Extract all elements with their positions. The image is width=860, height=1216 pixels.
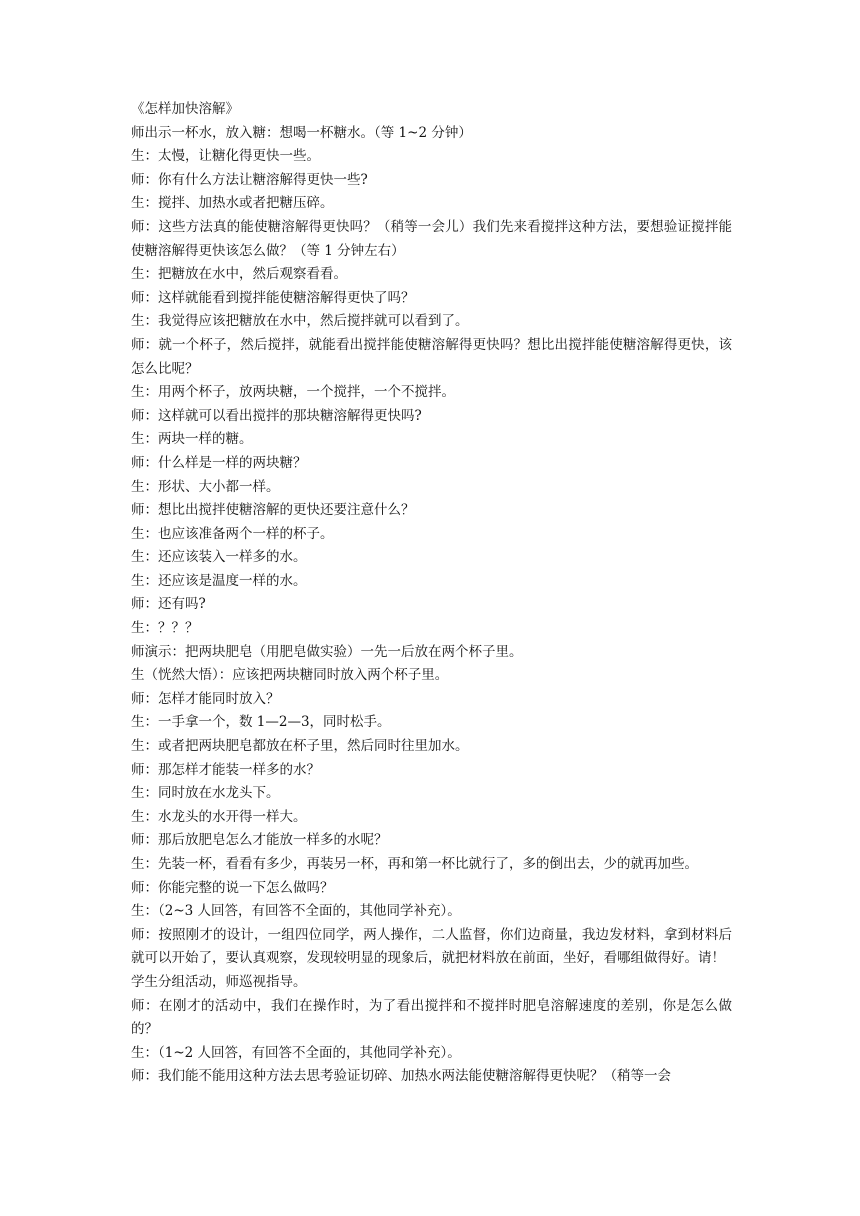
paragraph: 生：？？？ bbox=[131, 620, 199, 637]
paragraph: 生：两块一样的糖。 bbox=[131, 431, 253, 448]
paragraph: 师：这样就能看到搅拌能使糖溶解得更快了吗？ bbox=[131, 289, 415, 306]
paragraph: 师：这些方法真的能使糖溶解得更快吗？（稍等一会儿）我们先来看搅拌这种方法，要想验证搅拌能使糖溶解得更快该怎么做？（等 1 分钟左右） bbox=[131, 218, 732, 259]
paragraph: 生：或者把两块肥皂都放在杯子里，然后同时往里加水。 bbox=[131, 738, 469, 755]
paragraph: 生：同时放在水龙头下。 bbox=[131, 785, 280, 802]
paragraph: 生：搅拌、加热水或者把糖压碎。 bbox=[131, 195, 334, 212]
paragraph: 师演示：把两块肥皂（用肥皂做实验）一先一后放在两个杯子里。 bbox=[131, 643, 523, 660]
paragraph: 师：怎样才能同时放入？ bbox=[131, 690, 280, 707]
paragraph: 生：把糖放在水中，然后观察看看。 bbox=[131, 266, 347, 283]
paragraph: 生：也应该准备两个一样的杯子。 bbox=[131, 525, 334, 542]
paragraph: 生：一手拿一个，数 1—2—3，同时松手。 bbox=[131, 714, 391, 731]
paragraph: 生：还应该是温度一样的水。 bbox=[131, 572, 307, 589]
paragraph: 师：你有什么方法让糖溶解得更快一些? bbox=[131, 171, 368, 188]
document-body bbox=[131, 98, 732, 1089]
paragraph: 生：（2~3 人回答，有回答不全面的，其他同学补充）。 bbox=[131, 903, 461, 920]
paragraph: 师：那怎样才能装一样多的水？ bbox=[131, 761, 320, 778]
paragraph: 师出示一杯水，放入糖：想喝一杯糖水。（等 1~2 分钟） bbox=[131, 124, 472, 141]
paragraph: 师：按照刚才的设计，一组四位同学，两人操作，二人监督，你们边商量，我边发材料，拿到材料后就可以开始了，要认真观察，发现较明显的现象后，就把材料放在前面，坐好，看哪组做得好。请！ bbox=[131, 926, 732, 967]
paragraph: 师：这样就可以看出搅拌的那块糖溶解得更快吗? bbox=[131, 407, 422, 424]
paragraph: 师：还有吗? bbox=[131, 596, 206, 613]
paragraph: 师：你能完整的说一下怎么做吗？ bbox=[131, 879, 334, 896]
paragraph: 生：水龙头的水开得一样大。 bbox=[131, 808, 307, 825]
document-title: 《怎样加快溶解》 bbox=[131, 101, 239, 117]
paragraph: 师：想比出搅拌使糖溶解的更快还要注意什么？ bbox=[131, 502, 415, 519]
paragraph: 师：那后放肥皂怎么才能放一样多的水呢？ bbox=[131, 832, 388, 849]
paragraph: 生：太慢，让糖化得更快一些。 bbox=[131, 148, 320, 165]
paragraph: 生：形状、大小都一样。 bbox=[131, 478, 280, 495]
paragraph: 生：还应该装入一样多的水。 bbox=[131, 549, 307, 566]
paragraph: 生：先装一杯，看看有多少，再装另一杯，再和第一杯比就行了，多的倒出去，少的就再加些。 bbox=[131, 856, 698, 872]
paragraph: 师：就一个杯子，然后搅拌，就能看出搅拌能使糖溶解得更快吗？想比出搅拌能使糖溶解得更快，该怎么比呢？ bbox=[131, 336, 732, 377]
paragraph: 生（恍然大悟）：应该把两块糖同时放入两个杯子里。 bbox=[131, 667, 449, 684]
paragraph: 学生分组活动，师巡视指导。 bbox=[131, 973, 307, 990]
paragraph: 师：什么样是一样的两块糖？ bbox=[131, 454, 307, 471]
paragraph: 生：用两个杯子，放两块糖，一个搅拌，一个不搅拌。 bbox=[131, 384, 455, 401]
paragraph: 生：（1~2 人回答，有回答不全面的，其他同学补充）。 bbox=[131, 1044, 461, 1061]
paragraph: 生：我觉得应该把糖放在水中，然后搅拌就可以看到了。 bbox=[131, 313, 469, 330]
paragraph: 师：在刚才的活动中，我们在操作时，为了看出搅拌和不搅拌时肥皂溶解速度的差别，你是怎么做的？ bbox=[131, 997, 732, 1038]
paragraph: 师：我们能不能用这种方法去思考验证切碎、加热水两法能使糖溶解得更快呢？（稍等一会 bbox=[131, 1068, 671, 1085]
